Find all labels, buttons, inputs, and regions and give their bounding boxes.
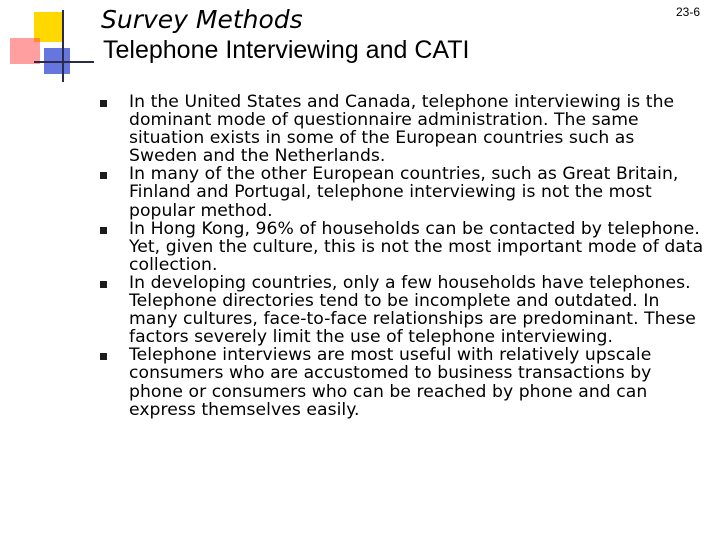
- slide-title: Telephone Interviewing and CATI: [103, 36, 470, 64]
- bullet-text: In Hong Kong, 96% of households can be contacted by telephone. Yet, given the culture, this is not the most important mode of data collection.: [129, 218, 704, 275]
- bullet-text: In the United States and Canada, telephone interviewing is the dominant mode of questionnaire administration. The same situation exists in some of the European countries such as Sweden and the Netherlands.: [129, 92, 675, 167]
- logo-vertical-line: [62, 10, 64, 82]
- square-bullet-icon: [100, 172, 107, 179]
- bullet-item: [95, 165, 707, 219]
- bullet-item: [95, 93, 707, 165]
- logo-horizontal-line: [34, 61, 94, 63]
- bullet-item: [95, 274, 707, 346]
- slide-number: 23-6: [675, 5, 700, 19]
- section-subtitle: Survey Methods: [101, 5, 303, 34]
- bullet-text: In developing countries, only a few households have telephones. Telephone directories tend to be incomplete and outdated. In many cultures, face-to-face relationships are predominant. These factors severely limit the use of telephone interviewing.: [129, 272, 696, 348]
- square-bullet-icon: [100, 281, 107, 288]
- decorative-logo: [0, 0, 100, 100]
- square-bullet-icon: [100, 100, 107, 107]
- bullet-item: [95, 220, 707, 274]
- square-bullet-icon: [100, 353, 107, 360]
- square-bullet-icon: [100, 227, 107, 234]
- bullet-item: [95, 346, 707, 418]
- bullet-text: In many of the other European countries, such as Great Britain, Finland and Portugal, telephone interviewing is not the most popular method.: [129, 164, 679, 221]
- bullet-text: Telephone interviews are most useful with relatively upscale consumers who are accustomed to business transactions by phone or consumers who can be reached by phone and can express themselves easily.: [129, 345, 652, 420]
- bullet-list: [95, 93, 707, 419]
